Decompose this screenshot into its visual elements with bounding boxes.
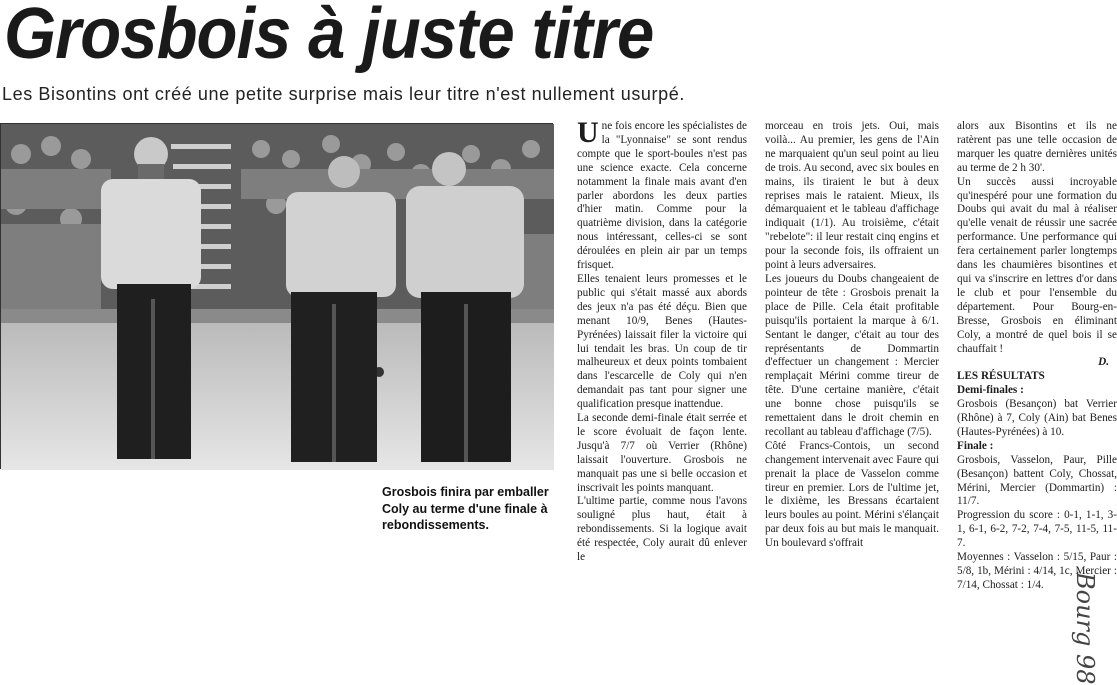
paragraph: ne fois encore les spécialistes de la "Lyonnaise" se sont rendus compte que le sport-boules n'est pas une science exacte. Cela concerne notamment la finale mais avant d'en parler abordons les deux parties d'hier matin. Comme pour la quatrième division, dans la catégorie nous intéressant, celles-ci se sont déroulées en plein air par un temps frisquet. <box>577 120 747 272</box>
subheadline: Les Bisontins ont créé une petite surprise mais leur titre n'est nullement usurpé. <box>2 84 685 104</box>
final-label: Finale : <box>957 439 994 452</box>
paragraph: La seconde demi-finale était serrée et le score évoluait de façon lente. Jusqu'à 7/7 où Verrier (Rhône) laissait l'ouverture. Grosbois ne manquait pas une si belle occasion et inscrivait les points manquant. <box>577 412 747 494</box>
author-initial: D. <box>1098 356 1109 369</box>
article-column-1 <box>577 116 747 565</box>
article-photo <box>0 123 553 469</box>
paragraph: L'ultime partie, comme nous l'avons souligné plus haut, était à rebondissements. Si la logique avait été respectée, Coly aurait dû enlever le <box>577 495 747 564</box>
semifinals-text: Grosbois (Besançon) bat Verrier (Rhône) à 7, Coly (Ain) bat Benes (Hautes-Pyrénées) à 10. <box>957 398 1117 438</box>
headline: Grosbois à juste titre <box>4 0 654 74</box>
paragraph: Côté Francs-Contois, un second changement intervenait avec Faure qui prenait la place de Vasselon comme tireur en premier. Lors de l'ultime jet, le dixième, les Bressans écartaient leurs boules au point. Mérini s'élançait par deux fois au but mais le manquait. Un boulevard s'offrait <box>765 439 939 550</box>
paragraph: alors aux Bisontins et ils ne ratèrent pas une telle occasion de marquer les quatre dernières unités au terme de 2 h 30'. <box>957 120 1117 174</box>
players-photo <box>1 124 554 470</box>
paragraph: Un succès aussi incroyable qu'inespéré pour une formation du Doubs qui avait du mal à réaliser qu'elle venait de réussir une sacrée performance. Une performance qui fera certainement parler longtemps dans les chaumières bisontines et qui va s'inscrire en lettres d'or dans le club et pour l'ensemble du département. Pour Bourg-en-Bresse, Grosbois en éliminant Coly, a montré de quel bois il se chauffait ! <box>957 175 1117 355</box>
results-heading: LES RÉSULTATS <box>957 370 1045 383</box>
drop-cap: U <box>577 116 599 149</box>
handwritten-annotation: Bourg 98 <box>1071 572 1099 685</box>
score-progression: Progression du score : 0-1, 1-1, 3-1, 6-1, 6-2, 7-2, 7-4, 7-5, 11-5, 11-7. <box>957 509 1117 550</box>
paragraph: Elles tenaient leurs promesses et le public qui s'était massé aux abords des jeux n'a pas été déçu. Bien que menant 10/9, Benes (Hautes-Pyrénées) laissait filer la victoire qui lui tendait les bras. Un coup de tir malheureux et deux points tombaient dans l'escarcelle de Coly qui n'en demandait pas tant pour signer une qualification presque inattendue. <box>577 272 747 411</box>
article-column-2 <box>765 120 939 551</box>
photo-caption: Grosbois finira par emballer Coly au terme d'une finale à rebondissements. <box>382 485 549 532</box>
averages: Moyennes : Vasselon : 5/15, Paur : 5/8, 1b, Mérini : 4/14, 1c, Mercier : 7/14, Chossat : 1/4. <box>957 551 1117 591</box>
paragraph: morceau en trois jets. Oui, mais voilà... Au premier, les gens de l'Ain ne marquaient qu'un seul point au lieu de trois. Au second, avec six boules en mains, ils tiraient le but à deux reprises mais le rataient. Mieux, ils démarquaient et le tableau d'affichage indiquait (1/1). Au troisième, c'était "rebelote": il leur restait cinq engins et pour la seconde fois, ils offraient un point à leurs adversaires. <box>765 120 939 272</box>
final-text: Grosbois, Vasselon, Paur, Pille (Besançon) battent Coly, Chossat, Mérini, Mercier (Dommartin) : 11/7. <box>957 453 1117 508</box>
article-column-3 <box>957 120 1117 593</box>
semifinals-label: Demi-finales : <box>957 384 1024 397</box>
paragraph: Les joueurs du Doubs changeaient de pointeur de tête : Grosbois prenait la place de Pille. Cela était profitable puisqu'ils portaient la marque à 6/1. Sentant le danger, c'était au tour des représentants de Dommartin d'effectuer un changement : Mercier remplaçait Mérini comme tireur de tête. D'une certaine manière, c'était une bonne chose puisqu'ils se remettaient dans le droit chemin en recollant au tableau d'affichage (7/5). <box>765 272 939 438</box>
